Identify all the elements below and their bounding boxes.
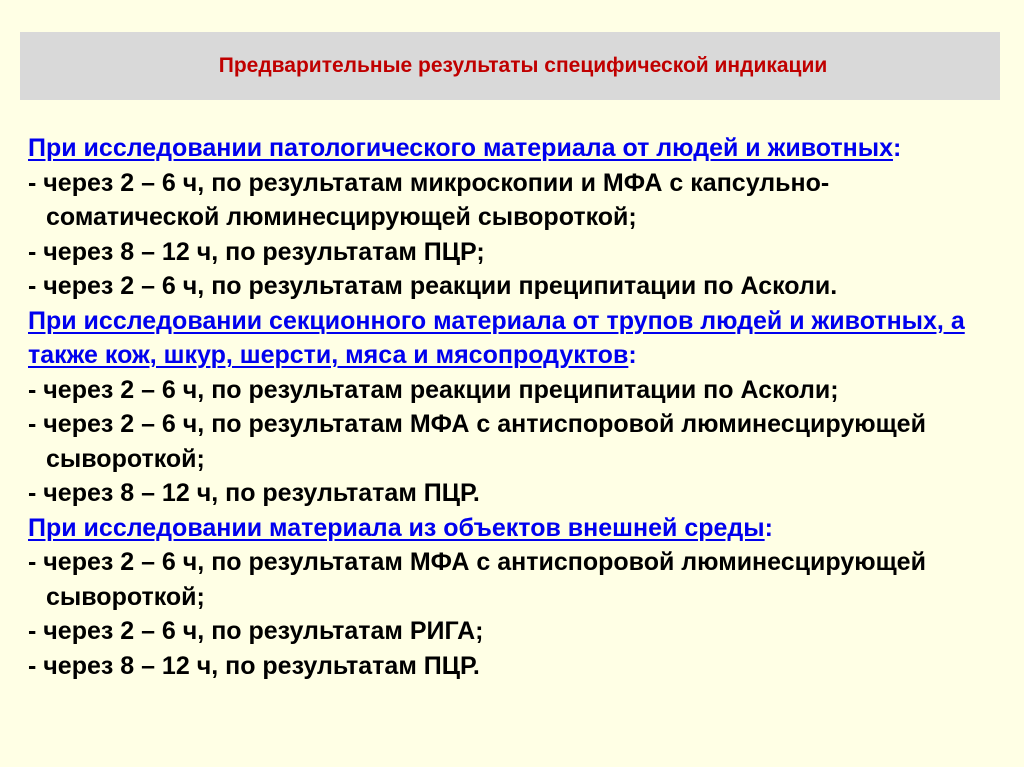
heading-colon: :: [628, 341, 637, 369]
slide-content: [28, 131, 998, 683]
heading-colon: :: [892, 134, 902, 162]
title-bar: [20, 32, 1000, 100]
section-heading-link[interactable]: При исследовании патологического материала от людей и животных: [28, 134, 893, 162]
list-item: - через 2 – 6 ч, по результатам МФА с антиспоровой люминесцирующей сывороткой;: [28, 410, 926, 473]
list-item: - через 2 – 6 ч, по результатам РИГА;: [28, 617, 484, 645]
section-autopsy-material: [28, 304, 998, 511]
section-heading: [28, 511, 998, 546]
section-environment-material: [28, 511, 998, 684]
list-item: - через 2 – 6 ч, по результатам МФА с антиспоровой люминесцирующей сывороткой;: [28, 548, 926, 611]
list-item: - через 2 – 6 ч, по результатам реакции преципитации по Асколи;: [28, 375, 839, 404]
list-item: - через 2 – 6 ч, по результатам микроскопии и МФА с капсульно-соматической люминесцирующей сывороткой;: [28, 168, 830, 231]
section-heading: [28, 131, 998, 166]
section-heading-link[interactable]: При исследовании секционного материала от трупов людей и животных, а также кож, шкур, шерсти, мяса и мясопродуктов: [28, 306, 965, 369]
list-item: - через 2 – 6 ч, по результатам реакции преципитации по Асколи.: [28, 272, 838, 300]
heading-colon: :: [764, 513, 773, 542]
list-item: - через 8 – 12 ч, по результатам ПЦР.: [28, 479, 480, 507]
slide-title: Предварительные результаты специфической индикации: [218, 54, 828, 77]
list-item: - через 8 – 12 ч, по результатам ПЦР.: [28, 651, 480, 680]
list-item: - через 8 – 12 ч, по результатам ПЦР;: [28, 237, 485, 266]
section-heading-link[interactable]: При исследовании материала из объектов внешней среды: [28, 513, 765, 542]
section-pathological-material: [28, 131, 998, 304]
section-heading: [28, 304, 998, 373]
